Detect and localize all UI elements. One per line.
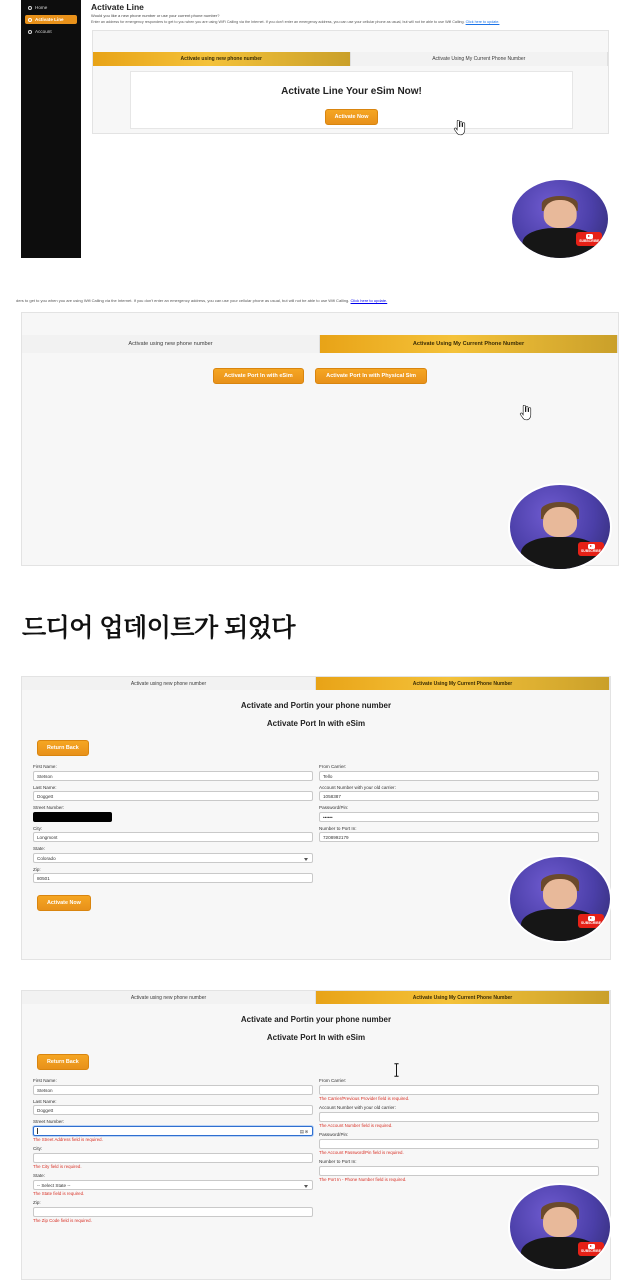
zip-input[interactable] (33, 1207, 313, 1217)
sidebar-item-label: Account (35, 29, 52, 34)
activate-port-in-esim-button[interactable]: Activate Port In with eSim (213, 368, 304, 384)
tab-new-phone-number[interactable]: Activate using new phone number (22, 991, 316, 1004)
sidebar-item-label: Home (35, 5, 48, 10)
activation-card (92, 30, 609, 134)
account-number-label: Account Number with your old carrier: (319, 1105, 396, 1110)
from-carrier-label: From Carrier: (319, 764, 347, 769)
account-number-input[interactable] (319, 1112, 599, 1122)
from-carrier-error: The Carrier/Previous Provider field is required. (319, 1096, 410, 1101)
presenter-face (543, 1207, 577, 1237)
last-name-input[interactable]: Doggett (33, 1105, 313, 1115)
notice-text: Enter an address for emergency responders to get to you when you are using WiFi Calling via the Internet. If you don't enter an emergency address, you can use your cellular phone as usual, but will not be able to use Wifi Calling. (91, 20, 465, 24)
screenshot-panel-portin-form-errors (21, 990, 611, 1280)
portin-heading: Activate and Portin your phone number (240, 701, 392, 710)
tab-new-phone-number[interactable]: Activate using new phone number (22, 677, 316, 690)
tab-current-phone-number[interactable]: Activate Using My Current Phone Number (316, 677, 610, 690)
city-label: City: (33, 825, 43, 831)
street-number-error: The Street Address field is required. (33, 1137, 103, 1142)
number-to-port-in-label: Number to Port In: (319, 825, 357, 831)
street-number-label: Street Number: (33, 1119, 65, 1124)
zip-label: Zip: (33, 866, 41, 872)
tab-current-phone-number[interactable]: Activate Using My Current Phone Number (351, 52, 609, 66)
activate-now-button[interactable]: Activate Now (37, 895, 91, 911)
portin-subheading: Activate Port In with eSim (266, 719, 366, 728)
state-label: State: (33, 846, 46, 851)
esim-heading: Activate Line Your eSim Now! (281, 86, 422, 97)
last-name-label: Last Name: (33, 784, 57, 790)
zip-label: Zip: (33, 1200, 41, 1205)
webcam-overlay (508, 855, 612, 943)
last-name-input[interactable]: Doggett (33, 791, 313, 801)
subscribe-label: SUBSCRIBE (581, 921, 601, 926)
sidebar-item-label: Activate Line (35, 17, 64, 22)
sidebar-item-activate-line[interactable] (25, 15, 77, 24)
form-column-left (33, 1074, 313, 1223)
number-to-port-in-label: Number to Port In: (319, 1159, 357, 1164)
line-icon (28, 18, 32, 22)
webcam-overlay (508, 483, 612, 571)
sidebar-item-account[interactable] (25, 27, 77, 36)
notice-update-link[interactable]: Click here to update. (350, 298, 388, 303)
presenter-face (543, 507, 577, 537)
password-pin-input[interactable]: •••••• (319, 812, 599, 822)
activate-port-in-physical-sim-button[interactable]: Activate Port In with Physical Sim (315, 368, 427, 384)
activation-tabs (22, 991, 610, 1004)
mouse-cursor-pointer (453, 120, 467, 136)
notice-text: ders to get to you when you are using Wifi Calling via the Internet. If you don't enter an emergency address, you can use your cellular phone as usual, but will not be able to use Wifi Calling. (16, 298, 350, 303)
city-error: The City field is required. (33, 1164, 82, 1169)
from-carrier-input[interactable]: Tello (319, 771, 599, 781)
emergency-address-notice (16, 298, 616, 303)
activate-now-button[interactable]: Activate Now (325, 109, 379, 125)
subscribe-label: SUBSCRIBE (581, 1249, 601, 1254)
tab-current-phone-number[interactable]: Activate Using My Current Phone Number (320, 335, 618, 353)
page-subtitle: Would you like a new phone number or use your current phone number? (91, 13, 220, 18)
state-select[interactable]: Colorado (33, 853, 313, 863)
return-back-button[interactable]: Return Back (37, 740, 89, 756)
number-to-port-in-error: The Port In - Phone Number field is required. (319, 1177, 407, 1182)
account-number-error: The Account Number field is required. (319, 1123, 393, 1128)
mouse-cursor-pointer (519, 405, 533, 421)
text-caret (37, 1128, 38, 1134)
last-name-label: Last Name: (33, 1098, 57, 1104)
password-pin-input[interactable] (319, 1139, 599, 1149)
notice-update-link[interactable]: Click here to update. (465, 20, 500, 24)
tab-new-phone-number[interactable]: Activate using new phone number (22, 335, 320, 353)
tab-current-phone-number[interactable]: Activate Using My Current Phone Number (316, 991, 610, 1004)
mouse-cursor-text (393, 1063, 400, 1077)
activation-tabs (22, 335, 618, 353)
home-icon (28, 6, 32, 10)
first-name-label: First Name: (33, 1078, 57, 1083)
form-column-left (33, 760, 313, 883)
zip-error: The Zip Code field is required. (33, 1218, 92, 1223)
from-carrier-label: From Carrier: (319, 1078, 347, 1083)
activation-tabs (93, 52, 608, 66)
account-number-label: Account Number with your old carrier: (319, 784, 396, 790)
youtube-play-icon (588, 916, 595, 921)
number-to-port-in-input[interactable] (319, 1166, 599, 1176)
subscribe-badge[interactable] (578, 1242, 604, 1255)
activation-tabs (22, 677, 610, 690)
state-error: The State field is required. (33, 1191, 85, 1196)
zip-input[interactable]: 80501 (33, 873, 313, 883)
subscribe-badge[interactable] (576, 232, 602, 245)
city-input[interactable]: Longmont (33, 832, 313, 842)
presenter-face (543, 879, 577, 909)
screenshot-panel-portin-form-filled (21, 676, 611, 960)
youtube-play-icon (586, 234, 593, 239)
portin-subheading: Activate Port In with eSim (266, 1033, 366, 1042)
sidebar (21, 0, 81, 258)
emergency-address-notice (91, 20, 601, 24)
webcam-overlay (510, 178, 610, 260)
first-name-input[interactable]: Stetson (33, 771, 313, 781)
password-pin-error: The Account Password/Pin field is required. (319, 1150, 404, 1155)
subscribe-badge[interactable] (578, 914, 604, 927)
subscribe-label: SUBSCRIBE (581, 549, 601, 554)
page-title: Activate Line (91, 2, 144, 12)
subscribe-label: SUBSCRIBE (579, 239, 600, 244)
screenshot-panel-portin-options (0, 290, 640, 576)
return-back-button[interactable]: Return Back (37, 1054, 89, 1070)
account-number-input[interactable]: 1058387 (319, 791, 599, 801)
webcam-overlay (508, 1183, 612, 1271)
state-label: State: (33, 1173, 46, 1178)
sidebar-item-home[interactable] (25, 3, 77, 12)
password-pin-label: Password/Pin: (319, 1132, 349, 1137)
number-to-port-in-input[interactable]: 7208992179 (319, 832, 599, 842)
from-carrier-input[interactable] (319, 1085, 599, 1095)
street-number-input[interactable] (33, 812, 112, 822)
presenter-face (544, 200, 577, 228)
screenshot-panel-activate-line (0, 0, 640, 258)
youtube-play-icon (588, 544, 595, 549)
first-name-label: First Name: (33, 764, 57, 769)
main-content (81, 0, 619, 258)
street-number-label: Street Number: (33, 805, 65, 810)
autofill-icon[interactable]: ▤⊗ (299, 1128, 309, 1134)
city-input[interactable] (33, 1153, 313, 1163)
city-label: City: (33, 1146, 43, 1151)
first-name-input[interactable]: Stetson (33, 1085, 313, 1095)
state-select[interactable]: -- Select State -- (33, 1180, 313, 1190)
account-icon (28, 30, 32, 34)
street-number-input[interactable] (33, 1126, 313, 1136)
subscribe-badge[interactable] (578, 542, 604, 555)
korean-headline: 드디어 업데이트가 되었다 (22, 614, 296, 642)
tab-new-phone-number[interactable]: Activate using new phone number (93, 52, 351, 66)
password-pin-label: Password/Pin: (319, 805, 349, 810)
portin-heading: Activate and Portin your phone number (240, 1015, 392, 1024)
esim-activation-box (130, 71, 573, 129)
youtube-play-icon (588, 1244, 595, 1249)
